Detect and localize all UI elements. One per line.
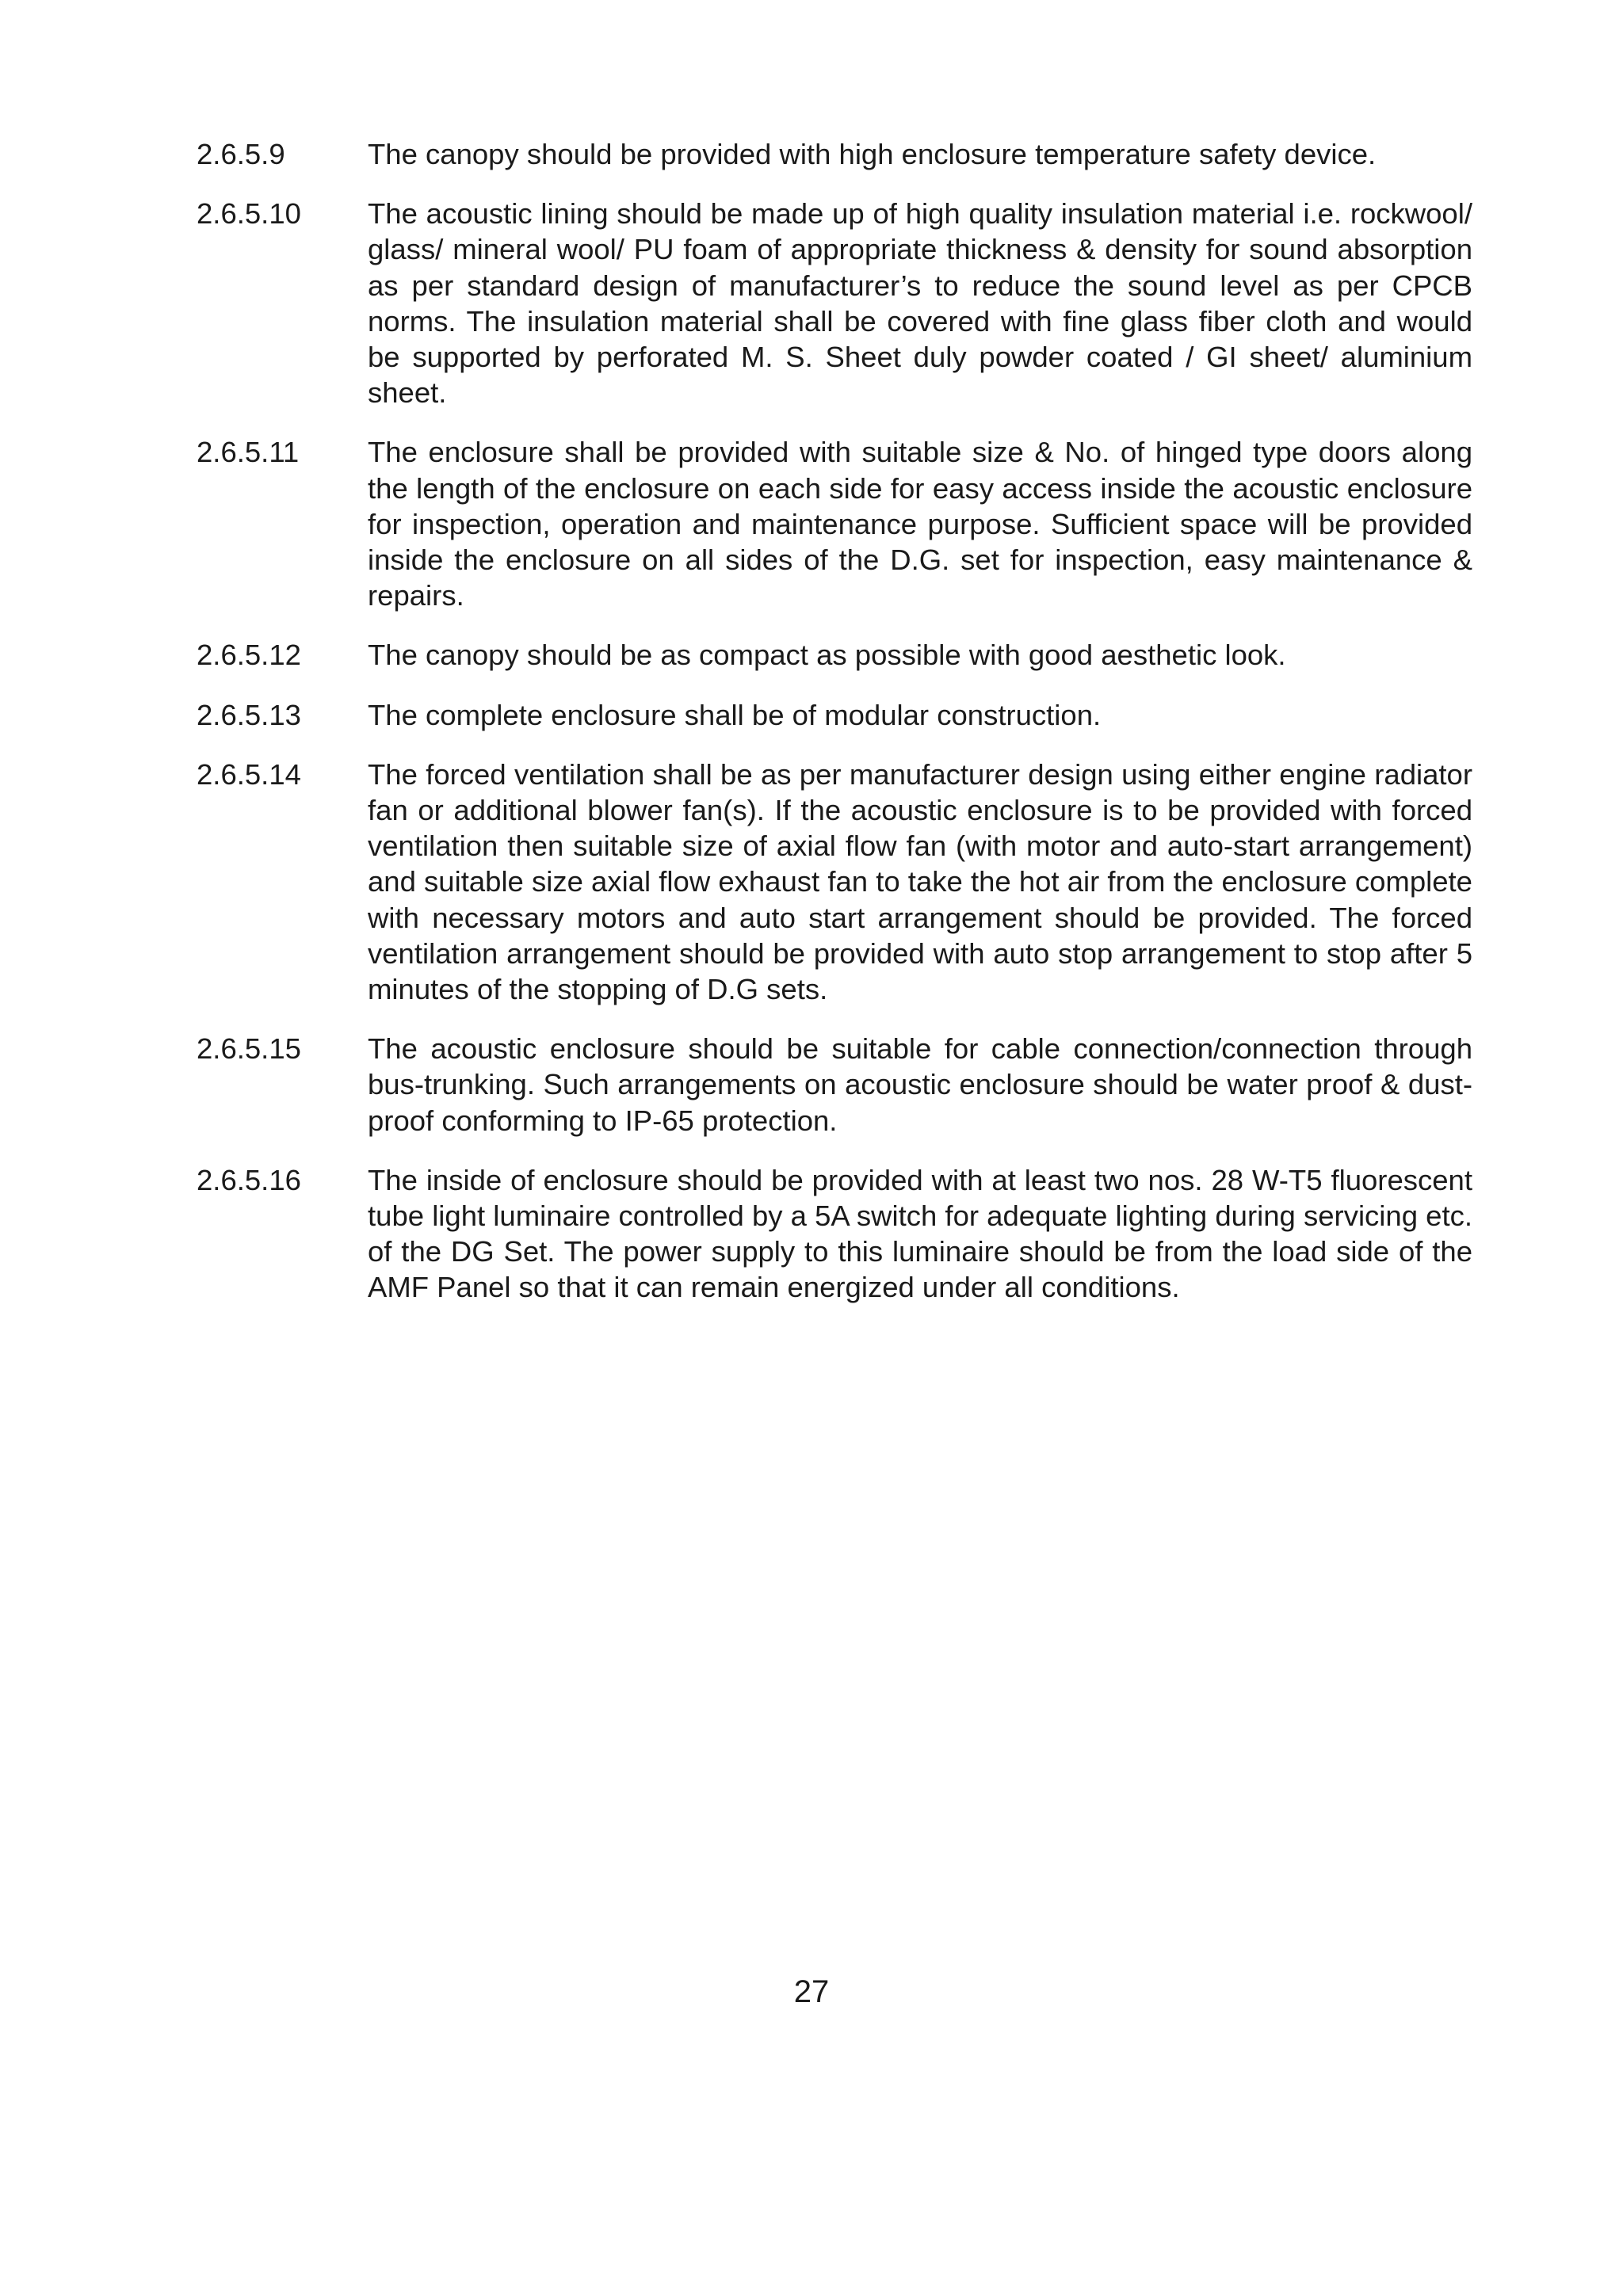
clause-number: 2.6.5.12 [197, 639, 301, 672]
clause-list [197, 136, 1472, 1329]
clause-text: The enclosure shall be provided with suitable size & No. of hinged type doors along the length of the enclosure on each side for easy access inside the acoustic enclosure for inspection, operation and maintenance purpose. Sufficient space will be provided inside the enclosure on all sides of the D.G. set for inspection, easy maintenance & repairs. [368, 436, 1472, 612]
clause-2-6-5-13 [197, 697, 1472, 733]
clause-2-6-5-16 [197, 1162, 1472, 1306]
clause-number: 2.6.5.13 [197, 698, 301, 731]
clause-2-6-5-9 [197, 136, 1472, 172]
clause-number: 2.6.5.9 [197, 138, 285, 170]
clause-text: The canopy should be as compact as possible with good aesthetic look. [368, 639, 1286, 672]
clause-2-6-5-12 [197, 637, 1472, 673]
clause-number: 2.6.5.11 [197, 436, 300, 469]
clause-text: The acoustic enclosure should be suitable for cable connection/connection through bus-trunking. Such arrangements on acoustic enclosure should be water proof & dust-proof conforming to IP-65 protection. [368, 1032, 1472, 1137]
clause-text: The complete enclosure shall be of modular construction. [368, 698, 1102, 731]
clause-2-6-5-11 [197, 434, 1472, 613]
clause-2-6-5-10 [197, 196, 1472, 410]
clause-number: 2.6.5.10 [197, 197, 301, 231]
page-number: 27 [793, 1974, 830, 2009]
clause-text: The inside of enclosure should be provided with at least two nos. 28 W-T5 fluorescent tube light luminaire controlled by a 5A switch for adequate lighting during servicing etc. of the DG Set. The power supply to this luminaire should be from the load side of the AMF Panel so that it can remain energized under all conditions. [368, 1163, 1472, 1304]
clause-2-6-5-14 [197, 757, 1472, 1007]
clause-text: The canopy should be provided with high enclosure temperature safety device. [368, 138, 1377, 170]
clause-text: The acoustic lining should be made up of high quality insulation material i.e. rockwool/ glass/ mineral wool/ PU foam of appropriate thickness & density for sound absorption as per standard design of manufacturer’s to reduce the sound level as per CPCB norms. The insulation material shall be covered with fine glass fiber cloth and would be supported by perforated M. S. Sheet duly powder coated / GI sheet/ aluminium sheet. [368, 197, 1472, 410]
clause-number: 2.6.5.15 [197, 1032, 301, 1066]
clause-number: 2.6.5.14 [197, 757, 301, 791]
clause-2-6-5-15 [197, 1031, 1472, 1138]
clause-number: 2.6.5.16 [197, 1163, 301, 1196]
clause-text: The forced ventilation shall be as per manufacturer design using either engine radiator fan or additional blower fan(s). If the acoustic enclosure is to be provided with forced ventilation then suitable size of axial flow fan (with motor and auto-start arrangement) and suitable size axial flow exhaust fan to take the hot air from the enclosure complete with necessary motors and auto start arrangement should be provided. The forced ventilation arrangement should be provided with auto stop arrangement to stop after 5 minutes of the stopping of D.G sets. [368, 757, 1472, 1006]
